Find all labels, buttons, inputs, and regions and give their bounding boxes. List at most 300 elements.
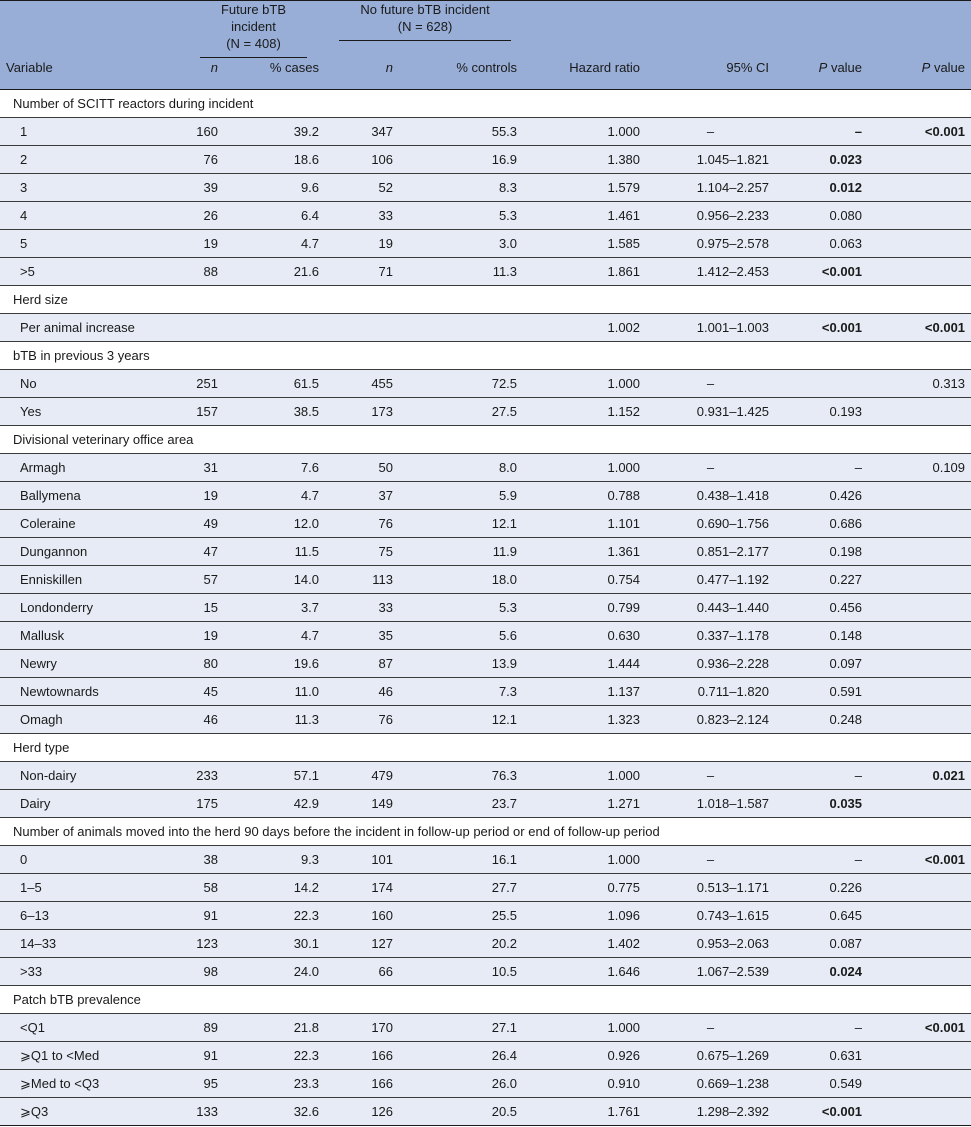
row-label: 0 [0, 846, 174, 874]
row-label: 1 [0, 118, 174, 146]
cell-p-value: 0.549 [775, 1070, 868, 1098]
table-row [0, 622, 971, 650]
row-label: <Q1 [0, 1014, 174, 1042]
cell-n-cases: 160 [174, 118, 224, 146]
cell-n-controls: 35 [325, 622, 399, 650]
cell-pct-cases: 11.5 [224, 538, 325, 566]
cell-hazard-ratio: 1.000 [523, 762, 646, 790]
cell-hazard-ratio: 1.861 [523, 258, 646, 286]
cell-p-value-overall: <0.001 [868, 314, 971, 342]
row-label: >5 [0, 258, 174, 286]
cell-n-controls [325, 314, 399, 342]
cell-p-value-overall [868, 1070, 971, 1098]
cell-hazard-ratio: 1.380 [523, 146, 646, 174]
cell-ci: 0.823–2.124 [646, 706, 775, 734]
row-label: Newry [0, 650, 174, 678]
cell-pct-controls: 11.3 [399, 258, 523, 286]
cell-hazard-ratio: 1.444 [523, 650, 646, 678]
cell-n-controls: 87 [325, 650, 399, 678]
cell-pct-cases: 4.7 [224, 230, 325, 258]
cell-n-controls: 46 [325, 678, 399, 706]
cell-p-value-overall [868, 230, 971, 258]
table-row [0, 594, 971, 622]
cell-hazard-ratio: 1.761 [523, 1098, 646, 1126]
row-label: 5 [0, 230, 174, 258]
cell-pct-cases: 38.5 [224, 398, 325, 426]
cell-n-controls: 160 [325, 902, 399, 930]
cell-n-controls: 113 [325, 566, 399, 594]
cell-hazard-ratio: 0.910 [523, 1070, 646, 1098]
cell-ci: – [646, 1014, 775, 1042]
cell-hazard-ratio: 1.579 [523, 174, 646, 202]
row-label: 4 [0, 202, 174, 230]
cell-hazard-ratio: 1.000 [523, 846, 646, 874]
cell-n-controls: 75 [325, 538, 399, 566]
table-row [0, 902, 971, 930]
cell-pct-controls: 26.4 [399, 1042, 523, 1070]
cell-p-value-overall [868, 1042, 971, 1070]
col-header-pct-cases: % cases [224, 59, 325, 90]
cell-pct-cases [224, 314, 325, 342]
cell-pct-controls: 20.5 [399, 1098, 523, 1126]
section-header-row [0, 90, 971, 118]
cell-ci: 0.337–1.178 [646, 622, 775, 650]
cell-pct-cases: 18.6 [224, 146, 325, 174]
cell-p-value-overall: <0.001 [868, 118, 971, 146]
cell-n-cases: 89 [174, 1014, 224, 1042]
cell-n-cases: 123 [174, 930, 224, 958]
section-title: Patch bTB prevalence [0, 986, 971, 1014]
cell-p-value-overall [868, 958, 971, 986]
cell-n-cases: 157 [174, 398, 224, 426]
cell-n-cases: 76 [174, 146, 224, 174]
table-row [0, 566, 971, 594]
cell-n-cases: 38 [174, 846, 224, 874]
cell-p-value: 0.591 [775, 678, 868, 706]
table-row [0, 846, 971, 874]
cell-n-controls: 174 [325, 874, 399, 902]
cell-n-controls: 76 [325, 706, 399, 734]
cell-n-cases: 91 [174, 902, 224, 930]
cell-n-cases: 26 [174, 202, 224, 230]
cell-n-controls: 71 [325, 258, 399, 286]
row-label: Non-dairy [0, 762, 174, 790]
cell-pct-cases: 19.6 [224, 650, 325, 678]
cell-hazard-ratio: 1.000 [523, 118, 646, 146]
group-future-incident [174, 1, 325, 60]
cell-ci: 1.018–1.587 [646, 790, 775, 818]
cell-pct-cases: 4.7 [224, 622, 325, 650]
row-label: Coleraine [0, 510, 174, 538]
cell-pct-cases: 22.3 [224, 1042, 325, 1070]
table-row [0, 762, 971, 790]
row-label: Dairy [0, 790, 174, 818]
cell-n-controls: 33 [325, 202, 399, 230]
cell-n-controls: 76 [325, 510, 399, 538]
table-row [0, 1098, 971, 1126]
cell-p-value-overall: 0.313 [868, 370, 971, 398]
cell-p-value: – [775, 454, 868, 482]
cell-n-cases: 19 [174, 230, 224, 258]
row-label: Per animal increase [0, 314, 174, 342]
cell-n-controls: 455 [325, 370, 399, 398]
cell-hazard-ratio: 1.323 [523, 706, 646, 734]
cell-n-cases [174, 314, 224, 342]
row-label: ⩾Q3 [0, 1098, 174, 1126]
cell-pct-controls: 23.7 [399, 790, 523, 818]
cell-p-value-overall: <0.001 [868, 1014, 971, 1042]
cell-ci: – [646, 846, 775, 874]
cell-n-cases: 251 [174, 370, 224, 398]
cell-ci: 0.513–1.171 [646, 874, 775, 902]
cell-ci: 1.067–2.539 [646, 958, 775, 986]
section-title: Herd size [0, 286, 971, 314]
cell-ci: – [646, 118, 775, 146]
cell-n-controls: 173 [325, 398, 399, 426]
cell-pct-controls: 5.3 [399, 202, 523, 230]
cell-hazard-ratio: 1.002 [523, 314, 646, 342]
cell-ci: 1.104–2.257 [646, 174, 775, 202]
section-title: Herd type [0, 734, 971, 762]
section-header-row [0, 342, 971, 370]
cell-n-cases: 31 [174, 454, 224, 482]
cell-pct-controls: 18.0 [399, 566, 523, 594]
table-row [0, 1070, 971, 1098]
cell-n-controls: 149 [325, 790, 399, 818]
cell-ci: 0.931–1.425 [646, 398, 775, 426]
cell-hazard-ratio: 1.361 [523, 538, 646, 566]
cell-hazard-ratio: 1.461 [523, 202, 646, 230]
cell-pct-controls: 3.0 [399, 230, 523, 258]
group1-label: Future bTB incident [220, 2, 287, 34]
cell-hazard-ratio: 1.137 [523, 678, 646, 706]
cell-n-cases: 80 [174, 650, 224, 678]
cell-ci: 0.851–2.177 [646, 538, 775, 566]
cell-pct-cases: 14.0 [224, 566, 325, 594]
cell-ci: 0.936–2.228 [646, 650, 775, 678]
cell-n-cases: 88 [174, 258, 224, 286]
cell-p-value-overall: <0.001 [868, 846, 971, 874]
cell-p-value: 0.193 [775, 398, 868, 426]
col-header-ci: 95% CI [646, 59, 775, 90]
cell-n-cases: 19 [174, 622, 224, 650]
table-row [0, 650, 971, 678]
cell-pct-controls: 11.9 [399, 538, 523, 566]
row-label: Londonderry [0, 594, 174, 622]
cell-pct-controls: 72.5 [399, 370, 523, 398]
cell-pct-controls: 76.3 [399, 762, 523, 790]
cell-ci: 0.743–1.615 [646, 902, 775, 930]
cell-n-controls: 127 [325, 930, 399, 958]
cell-n-cases: 49 [174, 510, 224, 538]
row-label: Omagh [0, 706, 174, 734]
cell-p-value-overall [868, 874, 971, 902]
cell-p-value-overall [868, 650, 971, 678]
cell-n-controls: 52 [325, 174, 399, 202]
cell-n-cases: 19 [174, 482, 224, 510]
table-row [0, 874, 971, 902]
cell-pct-controls: 5.6 [399, 622, 523, 650]
cell-p-value: 0.248 [775, 706, 868, 734]
cell-p-value: 0.645 [775, 902, 868, 930]
cell-ci: 0.675–1.269 [646, 1042, 775, 1070]
cell-pct-controls: 27.7 [399, 874, 523, 902]
table-row [0, 930, 971, 958]
table-row [0, 202, 971, 230]
cell-pct-cases: 32.6 [224, 1098, 325, 1126]
row-label: ⩾Med to <Q3 [0, 1070, 174, 1098]
row-label: 6–13 [0, 902, 174, 930]
cell-n-controls: 170 [325, 1014, 399, 1042]
cell-p-value-overall: 0.021 [868, 762, 971, 790]
table-row [0, 118, 971, 146]
table-row [0, 258, 971, 286]
cell-p-value: <0.001 [775, 314, 868, 342]
group1-n: (N = 408) [226, 36, 281, 51]
cell-n-cases: 58 [174, 874, 224, 902]
cell-p-value-overall [868, 706, 971, 734]
cell-pct-controls: 8.3 [399, 174, 523, 202]
cell-hazard-ratio: 1.000 [523, 370, 646, 398]
cell-hazard-ratio: 1.000 [523, 1014, 646, 1042]
cell-hazard-ratio: 1.101 [523, 510, 646, 538]
cell-n-cases: 133 [174, 1098, 224, 1126]
cell-p-value: <0.001 [775, 258, 868, 286]
cell-pct-controls: 27.1 [399, 1014, 523, 1042]
cell-p-value-overall: 0.109 [868, 454, 971, 482]
cell-p-value: – [775, 846, 868, 874]
cell-ci: 0.669–1.238 [646, 1070, 775, 1098]
cell-ci: 0.438–1.418 [646, 482, 775, 510]
cell-p-value-overall [868, 174, 971, 202]
section-title: Divisional veterinary office area [0, 426, 971, 454]
table-row [0, 146, 971, 174]
cell-pct-cases: 4.7 [224, 482, 325, 510]
table-row [0, 1014, 971, 1042]
cell-pct-cases: 22.3 [224, 902, 325, 930]
cell-hazard-ratio: 1.402 [523, 930, 646, 958]
cell-p-value-overall [868, 678, 971, 706]
cell-p-value: 0.087 [775, 930, 868, 958]
table-row [0, 174, 971, 202]
cell-p-value: 0.012 [775, 174, 868, 202]
cell-pct-cases: 14.2 [224, 874, 325, 902]
table-row [0, 790, 971, 818]
cell-p-value-overall [868, 538, 971, 566]
cell-p-value: – [775, 118, 868, 146]
row-label: 2 [0, 146, 174, 174]
cell-p-value: – [775, 762, 868, 790]
cell-ci: – [646, 762, 775, 790]
cell-pct-controls: 12.1 [399, 706, 523, 734]
cell-n-cases: 45 [174, 678, 224, 706]
group2-label: No future bTB incident [360, 2, 490, 17]
cell-pct-cases: 30.1 [224, 930, 325, 958]
cell-p-value: 0.426 [775, 482, 868, 510]
cell-p-value-overall [868, 566, 971, 594]
col-header-variable: Variable [0, 59, 174, 90]
section-header-row [0, 426, 971, 454]
cell-pct-controls: 27.5 [399, 398, 523, 426]
cell-hazard-ratio: 0.799 [523, 594, 646, 622]
row-label: Dungannon [0, 538, 174, 566]
cell-p-value-overall [868, 482, 971, 510]
cell-pct-controls: 16.9 [399, 146, 523, 174]
cell-n-controls: 166 [325, 1042, 399, 1070]
cell-p-value-overall [868, 790, 971, 818]
table-row [0, 706, 971, 734]
cell-pct-controls: 26.0 [399, 1070, 523, 1098]
cell-n-cases: 98 [174, 958, 224, 986]
cell-p-value: 0.063 [775, 230, 868, 258]
cell-hazard-ratio: 0.754 [523, 566, 646, 594]
cell-n-cases: 47 [174, 538, 224, 566]
table-row [0, 958, 971, 986]
cell-p-value-overall [868, 202, 971, 230]
cell-p-value: <0.001 [775, 1098, 868, 1126]
col-header-p-value: P value [775, 59, 868, 90]
cell-ci: 0.956–2.233 [646, 202, 775, 230]
cell-pct-cases: 39.2 [224, 118, 325, 146]
table-row [0, 230, 971, 258]
col-header-n-cases: n [174, 59, 224, 90]
cell-pct-cases: 21.6 [224, 258, 325, 286]
cell-p-value-overall [868, 146, 971, 174]
cell-n-cases: 46 [174, 706, 224, 734]
cell-pct-controls: 10.5 [399, 958, 523, 986]
table-row [0, 370, 971, 398]
cell-ci: – [646, 454, 775, 482]
row-label: No [0, 370, 174, 398]
table-row [0, 454, 971, 482]
cell-n-controls: 19 [325, 230, 399, 258]
section-header-row [0, 734, 971, 762]
row-label: ⩾Q1 to <Med [0, 1042, 174, 1070]
cell-ci: 0.443–1.440 [646, 594, 775, 622]
cell-pct-controls: 55.3 [399, 118, 523, 146]
cell-p-value: 0.227 [775, 566, 868, 594]
cell-ci: 1.001–1.003 [646, 314, 775, 342]
cell-pct-cases: 61.5 [224, 370, 325, 398]
col-header-p-value-overall: P value [868, 59, 971, 90]
table-row [0, 538, 971, 566]
cell-n-controls: 66 [325, 958, 399, 986]
section-header-row [0, 818, 971, 846]
cell-pct-controls: 20.2 [399, 930, 523, 958]
cell-p-value: 0.024 [775, 958, 868, 986]
cell-n-controls: 101 [325, 846, 399, 874]
table-row [0, 678, 971, 706]
section-title: bTB in previous 3 years [0, 342, 971, 370]
cell-pct-cases: 57.1 [224, 762, 325, 790]
cell-n-controls: 479 [325, 762, 399, 790]
cell-p-value [775, 370, 868, 398]
cell-ci: 0.477–1.192 [646, 566, 775, 594]
cell-pct-cases: 21.8 [224, 1014, 325, 1042]
cell-hazard-ratio: 1.000 [523, 454, 646, 482]
section-title: Number of animals moved into the herd 90 days before the incident in follow-up period or end of follow-up period [0, 818, 971, 846]
cell-pct-cases: 11.3 [224, 706, 325, 734]
cell-n-controls: 126 [325, 1098, 399, 1126]
cell-pct-cases: 23.3 [224, 1070, 325, 1098]
cell-p-value-overall [868, 594, 971, 622]
cell-pct-controls: 13.9 [399, 650, 523, 678]
cell-pct-cases: 3.7 [224, 594, 325, 622]
cell-n-cases: 95 [174, 1070, 224, 1098]
cell-n-controls: 50 [325, 454, 399, 482]
section-title: Number of SCITT reactors during incident [0, 90, 971, 118]
col-header-pct-controls: % controls [399, 59, 523, 90]
row-label: Armagh [0, 454, 174, 482]
cell-ci: 0.711–1.820 [646, 678, 775, 706]
cell-pct-controls: 12.1 [399, 510, 523, 538]
cell-p-value: 0.631 [775, 1042, 868, 1070]
cell-n-controls: 347 [325, 118, 399, 146]
cell-pct-controls: 5.3 [399, 594, 523, 622]
cell-hazard-ratio: 0.788 [523, 482, 646, 510]
cell-ci: 0.953–2.063 [646, 930, 775, 958]
table-row [0, 482, 971, 510]
cell-ci: 1.412–2.453 [646, 258, 775, 286]
cell-ci: 1.045–1.821 [646, 146, 775, 174]
cell-p-value-overall [868, 258, 971, 286]
col-header-n-controls: n [325, 59, 399, 90]
cell-hazard-ratio: 1.585 [523, 230, 646, 258]
section-header-row [0, 986, 971, 1014]
cell-p-value: 0.686 [775, 510, 868, 538]
cell-n-cases: 57 [174, 566, 224, 594]
cell-hazard-ratio: 0.926 [523, 1042, 646, 1070]
cell-p-value: – [775, 1014, 868, 1042]
cell-pct-cases: 42.9 [224, 790, 325, 818]
cell-ci: 0.690–1.756 [646, 510, 775, 538]
cell-ci: 0.975–2.578 [646, 230, 775, 258]
cell-n-cases: 15 [174, 594, 224, 622]
cell-pct-cases: 12.0 [224, 510, 325, 538]
cell-p-value: 0.456 [775, 594, 868, 622]
cell-p-value: 0.198 [775, 538, 868, 566]
cell-hazard-ratio: 0.630 [523, 622, 646, 650]
row-label: Mallusk [0, 622, 174, 650]
cell-p-value-overall [868, 1098, 971, 1126]
cell-pct-controls: 7.3 [399, 678, 523, 706]
cell-pct-cases: 7.6 [224, 454, 325, 482]
cell-n-cases: 39 [174, 174, 224, 202]
cell-p-value: 0.080 [775, 202, 868, 230]
table-header [0, 1, 971, 90]
cell-pct-cases: 9.3 [224, 846, 325, 874]
row-label: 1–5 [0, 874, 174, 902]
cell-hazard-ratio: 1.152 [523, 398, 646, 426]
group-no-future-incident [325, 1, 523, 60]
cell-p-value-overall [868, 510, 971, 538]
cell-pct-cases: 11.0 [224, 678, 325, 706]
row-label: 3 [0, 174, 174, 202]
cell-p-value: 0.226 [775, 874, 868, 902]
cell-p-value-overall [868, 398, 971, 426]
cell-n-cases: 233 [174, 762, 224, 790]
cell-n-controls: 106 [325, 146, 399, 174]
cell-ci: 1.298–2.392 [646, 1098, 775, 1126]
cell-hazard-ratio: 0.775 [523, 874, 646, 902]
row-label: >33 [0, 958, 174, 986]
cell-n-controls: 33 [325, 594, 399, 622]
table-row [0, 398, 971, 426]
cell-n-cases: 91 [174, 1042, 224, 1070]
cell-pct-cases: 9.6 [224, 174, 325, 202]
cell-p-value-overall [868, 930, 971, 958]
row-label: 14–33 [0, 930, 174, 958]
